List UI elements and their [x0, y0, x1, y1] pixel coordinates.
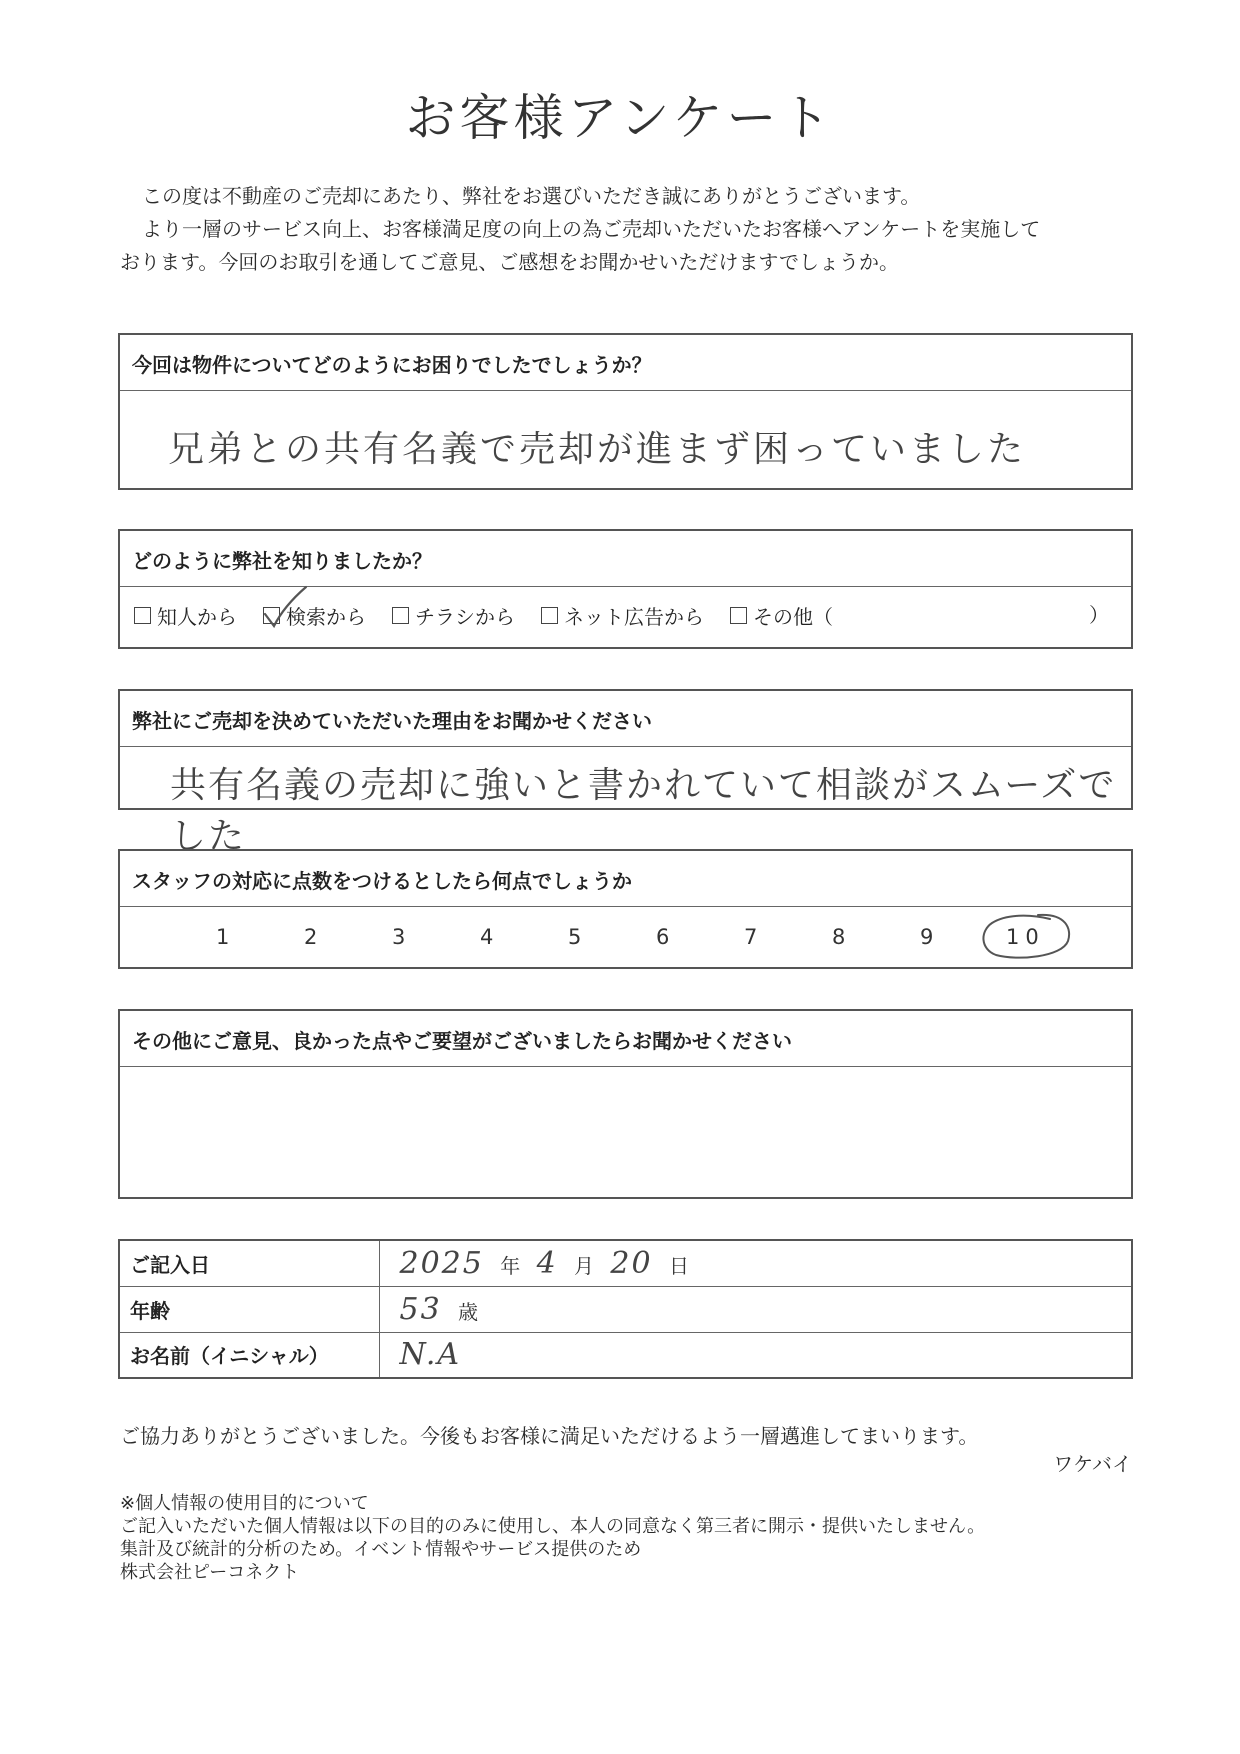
respondent-info-table	[118, 1239, 1133, 1379]
date-month: 4	[536, 1245, 558, 1281]
referral-options	[120, 587, 1131, 630]
date-value[interactable]	[379, 1240, 1132, 1286]
option-label: 知人から	[157, 605, 237, 629]
score-6[interactable]: 6	[656, 925, 670, 949]
age-value: 53	[399, 1291, 442, 1327]
question-5-box	[118, 1009, 1133, 1199]
score-5[interactable]: 5	[568, 925, 582, 949]
name-value: N.A	[399, 1337, 462, 1373]
intro-text	[120, 180, 1135, 279]
question-1-label: 今回は物件についてどのようにお困りでしたでしょうか？	[120, 335, 1131, 391]
name-value-cell[interactable]	[379, 1332, 1132, 1378]
question-3-answer[interactable]: 共有名義の売却に強いと書かれていて相談がスムーズでした	[170, 765, 1117, 857]
score-4[interactable]: 4	[480, 925, 494, 949]
question-1-answer[interactable]: 兄弟との共有名義で売却が進まず困っていました	[168, 429, 1027, 470]
option-label: その他（	[753, 605, 833, 629]
company-short-name: ワケバイ	[1053, 1452, 1132, 1476]
privacy-heading: ※個人情報の使用目的について	[120, 1493, 369, 1514]
score-7[interactable]: 7	[744, 925, 758, 949]
privacy-line-1: ご記入いただいた個人情報は以下の目的のみに使用し、本人の同意なく第三者に開示・提供いたしません。	[120, 1516, 986, 1537]
score-8[interactable]: 8	[832, 925, 846, 949]
question-3-box	[118, 689, 1133, 857]
checkbox-search[interactable]	[263, 607, 280, 624]
date-day: 20	[610, 1245, 653, 1281]
date-row	[119, 1240, 1132, 1286]
privacy-line-2: 集計及び統計的分析のため。イベント情報やサービス提供のため	[120, 1539, 642, 1560]
checkmark-icon	[262, 584, 312, 630]
year-unit: 年	[500, 1253, 521, 1278]
question-4-box	[118, 849, 1133, 969]
option-search[interactable]	[263, 601, 366, 630]
score-3[interactable]: 3	[392, 925, 406, 949]
name-row	[119, 1332, 1132, 1378]
option-label: ネット広告から	[564, 605, 704, 629]
question-4-label: スタッフの対応に点数をつけるとしたら何点でしょうか	[120, 851, 1131, 907]
selected-circle-icon	[978, 911, 1074, 961]
date-label: ご記入日	[119, 1240, 379, 1286]
option-flyer[interactable]	[392, 601, 515, 630]
score-10[interactable]: 10	[1006, 925, 1045, 949]
score-scale	[120, 907, 1131, 969]
day-unit: 日	[668, 1253, 689, 1278]
age-label: 年齢	[119, 1286, 379, 1332]
age-row	[119, 1286, 1132, 1332]
intro-line-3: おります。今回のお取引を通してご意見、ご感想をお聞かせいただけますでしょうか。	[120, 250, 899, 274]
question-1-box	[118, 333, 1133, 490]
age-value-cell[interactable]	[379, 1286, 1132, 1332]
option-other[interactable]	[730, 601, 833, 630]
checkbox-net-ad[interactable]	[541, 607, 558, 624]
name-label: お名前（イニシャル）	[119, 1332, 379, 1378]
option-label: 検索から	[286, 605, 366, 629]
question-5-label: その他にご意見、良かった点やご要望がございましたらお聞かせください	[120, 1011, 1131, 1067]
question-2-box	[118, 529, 1133, 649]
question-3-label: 弊社にご売却を決めていただいた理由をお聞かせください	[120, 691, 1131, 747]
age-unit: 歳	[458, 1299, 479, 1324]
option-net-ad[interactable]	[541, 601, 704, 630]
option-acquaintance[interactable]	[134, 601, 237, 630]
privacy-company: 株式会社ピーコネクト	[120, 1562, 300, 1583]
month-unit: 月	[574, 1253, 595, 1278]
other-paren-close: ）	[1089, 603, 1109, 627]
checkbox-flyer[interactable]	[392, 607, 409, 624]
intro-line-2: より一層のサービス向上、お客様満足度の向上の為ご売却いただいたお客様へアンケートを実施して	[142, 217, 1041, 241]
checkbox-acquaintance[interactable]	[134, 607, 151, 624]
date-year: 2025	[399, 1245, 484, 1281]
score-9[interactable]: 9	[920, 925, 934, 949]
intro-line-1: この度は不動産のご売却にあたり、弊社をお選びいただき誠にありがとうございます。	[142, 184, 921, 208]
thanks-text: ご協力ありがとうございました。今後もお客様に満足いただけるよう一層邁進してまいります。	[120, 1424, 979, 1448]
page-title: お客様アンケート	[405, 89, 835, 147]
score-1[interactable]: 1	[216, 925, 230, 949]
option-label: チラシから	[415, 605, 515, 629]
question-2-label: どのように弊社を知りましたか？	[120, 531, 1131, 587]
checkbox-other[interactable]	[730, 607, 747, 624]
score-2[interactable]: 2	[304, 925, 318, 949]
privacy-notice	[120, 1492, 985, 1584]
